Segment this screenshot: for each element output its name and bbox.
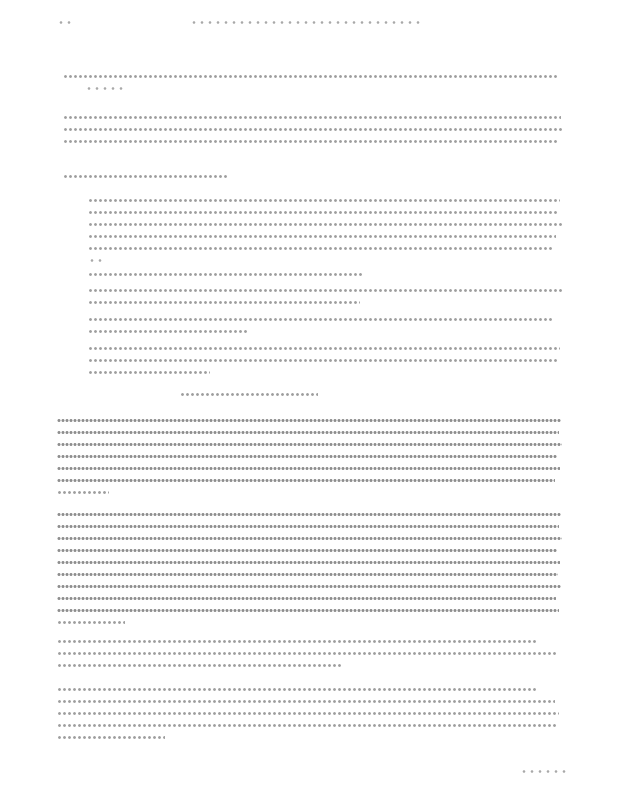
text-line xyxy=(57,524,559,529)
text-line xyxy=(63,74,559,79)
text-line xyxy=(57,418,561,423)
text-line xyxy=(57,512,561,517)
text-line xyxy=(88,246,553,251)
list-item xyxy=(88,346,563,382)
text-line xyxy=(57,442,562,447)
text-line xyxy=(88,288,562,293)
text-line xyxy=(63,115,561,120)
text-line xyxy=(88,358,558,363)
text-line xyxy=(57,454,557,459)
text-line xyxy=(63,127,563,132)
centered-line xyxy=(180,392,320,404)
text-line xyxy=(88,370,210,375)
text-line xyxy=(57,699,555,704)
text-line xyxy=(88,272,363,277)
body-paragraph xyxy=(63,115,563,151)
text-line xyxy=(88,198,560,203)
list-introduction xyxy=(63,174,233,186)
body-paragraph xyxy=(57,687,563,747)
text-line xyxy=(88,329,248,334)
text-line xyxy=(57,490,109,495)
text-line xyxy=(180,392,318,397)
list-item xyxy=(88,288,563,312)
text-line xyxy=(57,620,125,625)
page-number-top xyxy=(57,20,71,25)
body-paragraph xyxy=(57,512,563,632)
list-item xyxy=(88,317,563,341)
text-line xyxy=(57,608,559,613)
intro-paragraph xyxy=(63,74,563,98)
text-line xyxy=(88,234,556,239)
text-line xyxy=(88,346,560,351)
text-line xyxy=(57,723,557,728)
text-line xyxy=(63,139,557,144)
text-line xyxy=(57,639,537,644)
text-line xyxy=(57,663,342,668)
text-line xyxy=(57,430,559,435)
text-line xyxy=(57,536,562,541)
text-line xyxy=(85,86,125,91)
text-line xyxy=(57,711,559,716)
text-line xyxy=(88,222,562,227)
text-line xyxy=(88,317,553,322)
list-item xyxy=(88,272,368,284)
text-line xyxy=(57,596,556,601)
text-line xyxy=(57,560,560,565)
text-line xyxy=(63,174,228,179)
body-paragraph xyxy=(57,418,563,502)
text-line xyxy=(88,210,558,215)
text-line xyxy=(57,687,537,692)
text-line xyxy=(57,478,555,483)
text-line xyxy=(57,735,165,740)
text-line xyxy=(57,466,560,471)
footer-page-number xyxy=(520,769,566,774)
text-line xyxy=(88,258,102,263)
text-line xyxy=(57,572,558,577)
text-line xyxy=(57,548,557,553)
running-header xyxy=(190,20,422,25)
text-line xyxy=(57,584,561,589)
body-paragraph xyxy=(57,639,563,675)
list-item xyxy=(88,198,563,270)
text-line xyxy=(88,300,360,305)
text-line xyxy=(57,651,557,656)
